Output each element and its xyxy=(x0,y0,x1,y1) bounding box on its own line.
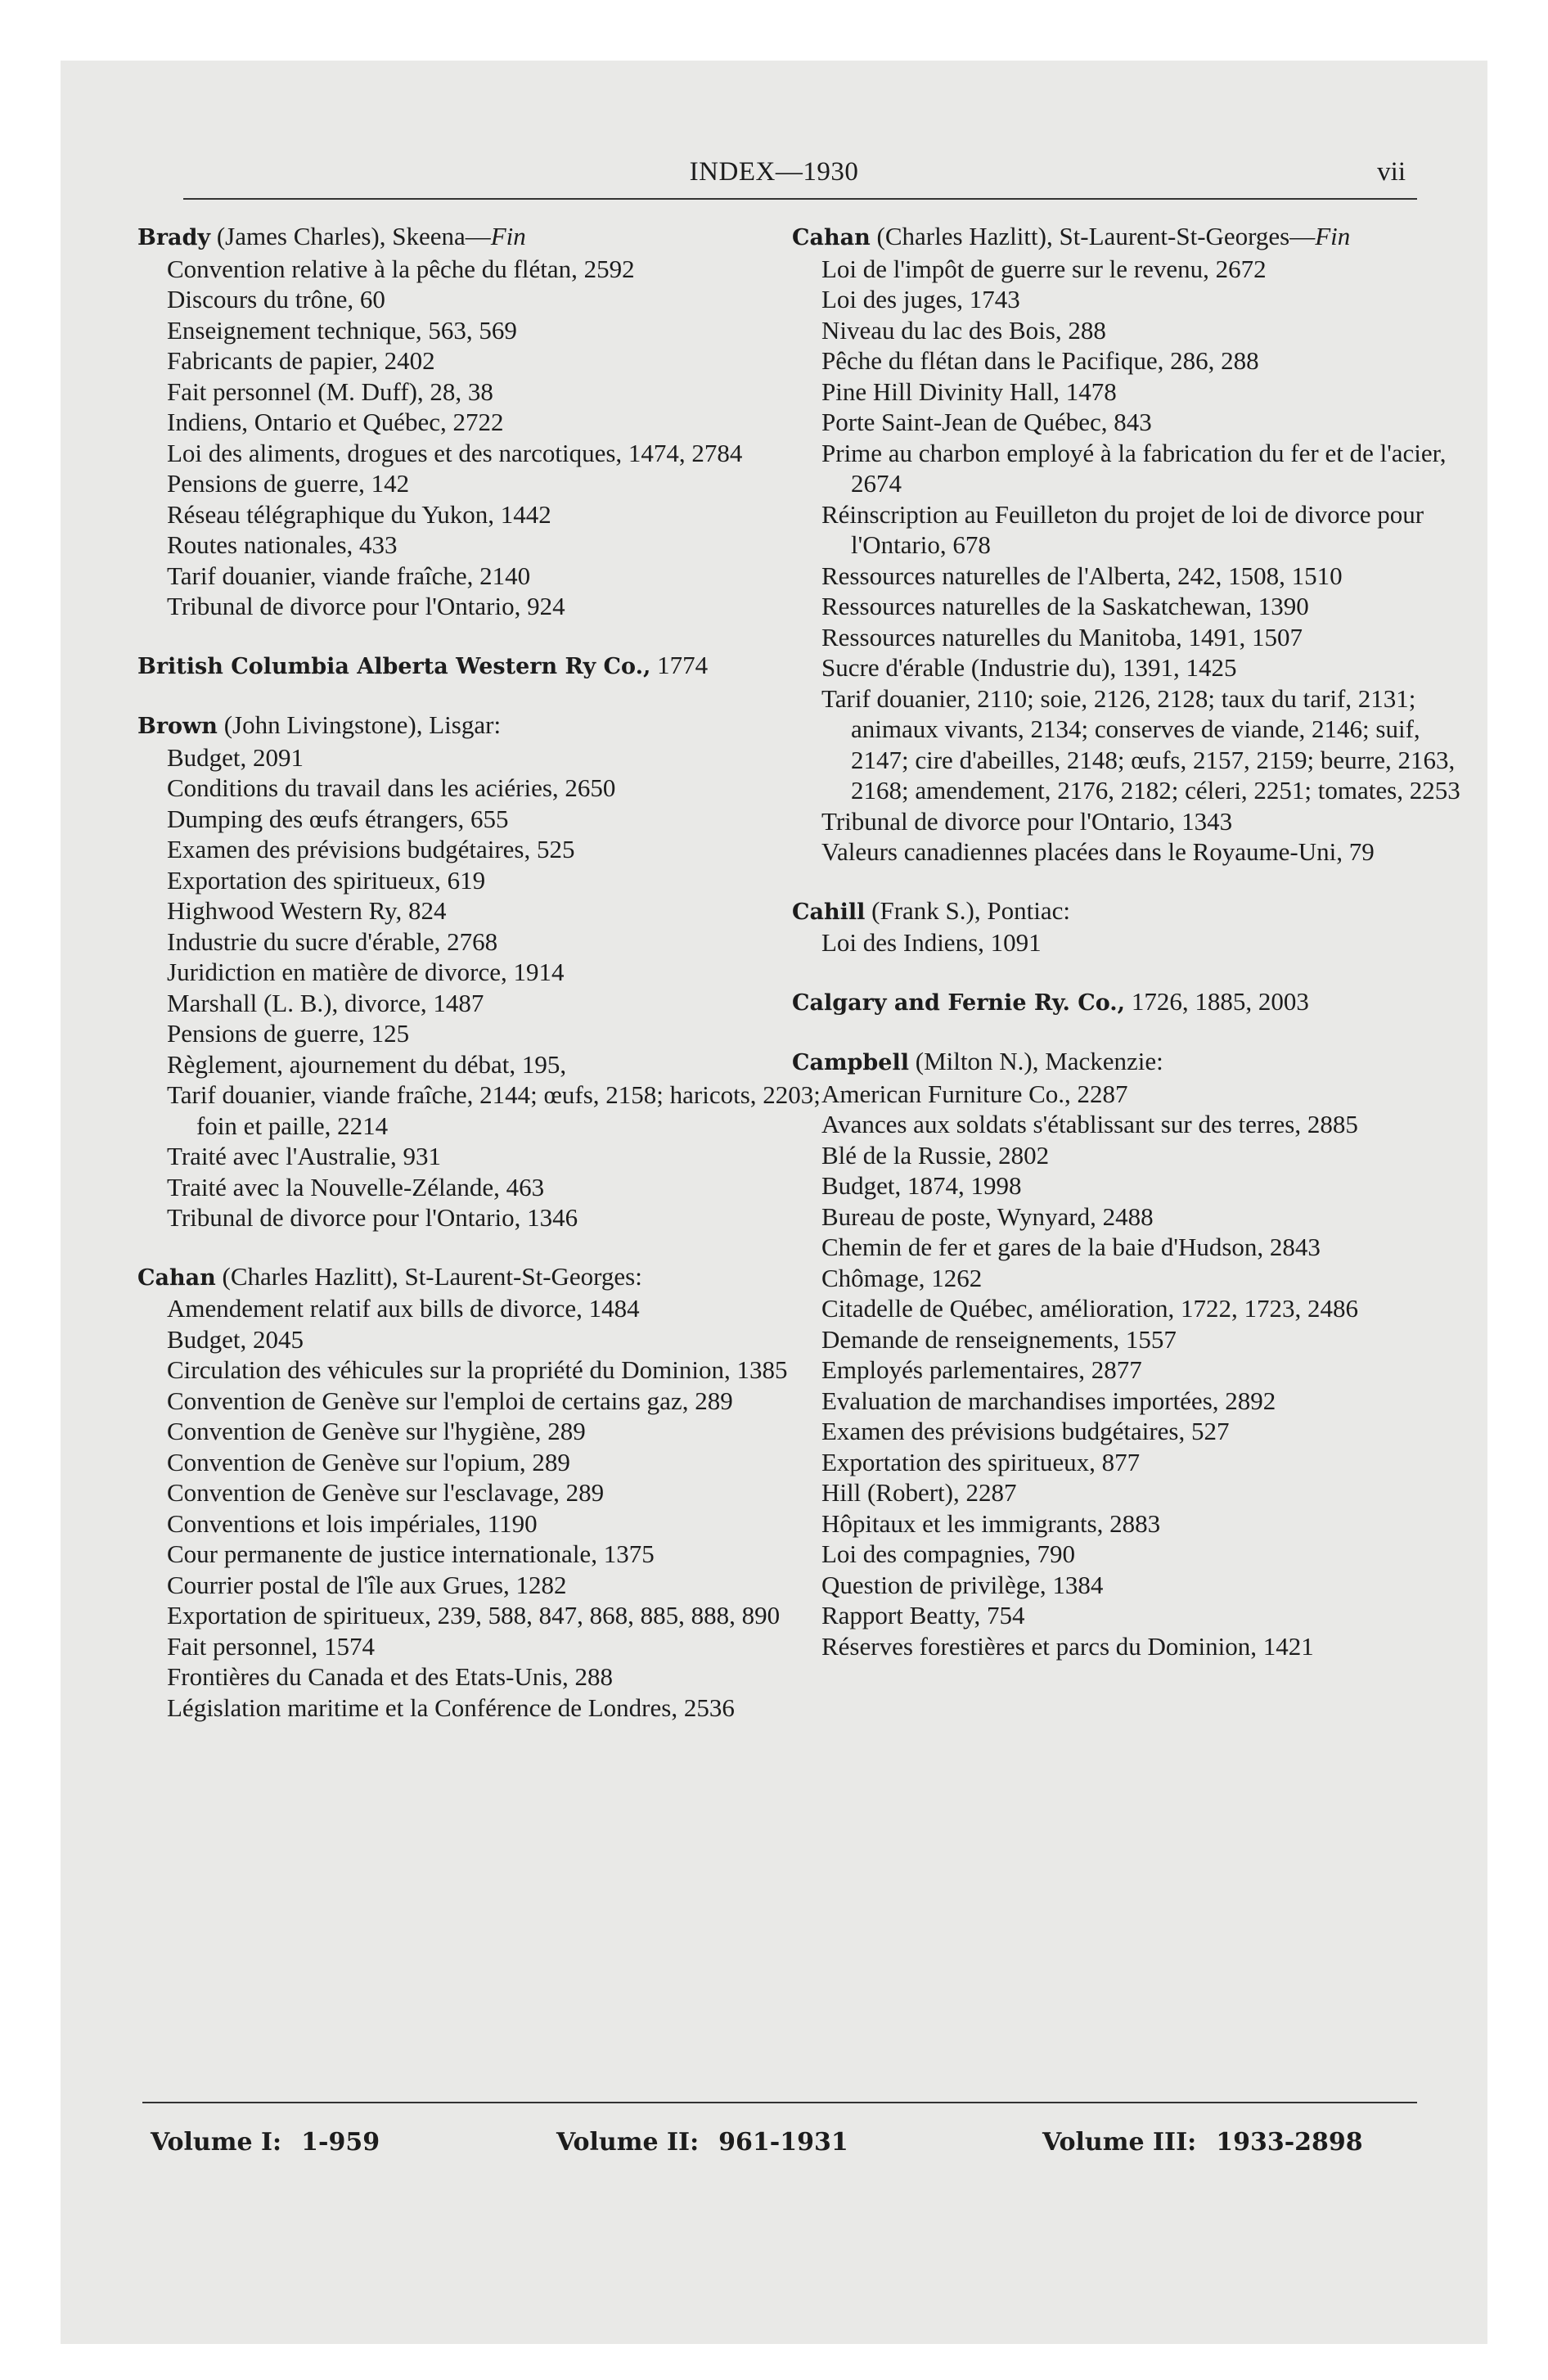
volume-2-range xyxy=(556,2128,848,2157)
index-entry xyxy=(137,710,823,1233)
sub-entry: Demande de renseignements, 1557 xyxy=(821,1324,1177,1354)
index-page xyxy=(61,61,1487,2344)
sub-entry: Avances aux soldats s'établissant sur des terres, 2885 xyxy=(821,1110,1358,1138)
sub-entry: Sucre d'érable (Industrie du), 1391, 1425 xyxy=(821,653,1237,682)
sub-entry: Question de privilège, 1384 xyxy=(821,1570,1104,1599)
sub-entry: Enseignement technique, 563, 569 xyxy=(167,315,517,345)
sub-entry: Budget, 1874, 1998 xyxy=(821,1171,1022,1200)
entry-name: Cahill xyxy=(792,899,866,925)
sub-entry: Examen des prévisions budgétaires, 527 xyxy=(821,1417,1230,1445)
sub-entry: Chômage, 1262 xyxy=(821,1263,983,1292)
sub-entry: Valeurs canadiennes placées dans le Royaume-Uni, 79 xyxy=(821,837,1375,866)
entry-detail: (Charles Hazlitt), St-Laurent-St-Georges: xyxy=(215,1261,642,1291)
sub-entry: Réinscription au Feuilleton du projet de loi de divorce pour l'Ontario, 678 xyxy=(821,499,1424,559)
entry-heading xyxy=(792,1046,1463,1079)
index-column-left xyxy=(137,221,823,1751)
index-column-right xyxy=(792,221,1463,1689)
sub-entry: Tarif douanier, 2110; soie, 2126, 2128; taux du tarif, 2131; animaux vivants, 2134; conserves de viande, 2146; suif, 2147; cire d'abeilles, 2148; œufs, 2157, 2159; beurre, 2163, 2168; amendement, 2176, 2182; céleri, 2251; tomates, 2253 xyxy=(821,683,1460,805)
sub-entry: Ressources naturelles de la Saskatchewan, 1390 xyxy=(821,592,1309,620)
sub-entry: Porte Saint-Jean de Québec, 843 xyxy=(821,408,1152,436)
entry-name: Calgary and Fernie Ry. Co., xyxy=(792,989,1126,1016)
entry-name: Campbell xyxy=(792,1050,910,1075)
index-entry xyxy=(137,221,823,622)
volume-3-range xyxy=(1042,2128,1363,2157)
sub-entry: Chemin de fer et gares de la baie d'Hudson, 2843 xyxy=(821,1233,1321,1261)
entry-detail: (Charles Hazlitt), St-Laurent-St-Georges— xyxy=(870,222,1316,250)
sub-entry: Pensions de guerre, 125 xyxy=(167,1019,410,1048)
sub-entry: Routes nationales, 433 xyxy=(167,530,398,559)
entry-heading xyxy=(137,710,823,742)
sub-entry: Traité avec l'Australie, 931 xyxy=(167,1142,442,1170)
entry-continuation: Fin xyxy=(490,222,526,250)
entry-detail: (Milton N.), Mackenzie: xyxy=(909,1047,1163,1075)
volume-label: Volume III: xyxy=(1042,2128,1197,2157)
sub-entry: Conditions du travail dans les aciéries, 2650 xyxy=(167,773,616,802)
entry-name: Brown xyxy=(137,714,218,739)
sub-entry: Amendement relatif aux bills de divorce, 1484 xyxy=(167,1294,640,1323)
volume-page-range: 961-1931 xyxy=(718,2128,848,2157)
sub-entry: Pine Hill Divinity Hall, 1478 xyxy=(821,376,1117,406)
entry-detail: (John Livingstone), Lisgar: xyxy=(217,710,502,739)
sub-entry: Evaluation de marchandises importées, 2892 xyxy=(821,1386,1276,1415)
index-entry xyxy=(792,1046,1463,1661)
sub-entry: Niveau du lac des Bois, 288 xyxy=(821,315,1106,345)
sub-entry: Tarif douanier, viande fraîche, 2140 xyxy=(167,561,531,590)
sub-entry: Frontières du Canada et des Etats-Unis, 288 xyxy=(167,1662,613,1691)
volume-label: Volume II: xyxy=(556,2128,700,2157)
sub-entry: Circulation des véhicules sur la propriété du Dominion, 1385 xyxy=(167,1355,788,1384)
entry-name: Cahan xyxy=(792,225,871,250)
sub-entry: Convention de Genève sur l'emploi de certains gaz, 289 xyxy=(167,1386,733,1415)
volume-page-range: 1-959 xyxy=(301,2128,380,2157)
sub-entry: Hôpitaux et les immigrants, 2883 xyxy=(821,1508,1161,1538)
sub-entry: Convention relative à la pêche du flétan, 2592 xyxy=(167,254,635,283)
entry-name: Cahan xyxy=(137,1264,216,1291)
page-number: vii xyxy=(1377,157,1406,187)
volume-page-range: 1933-2898 xyxy=(1216,2128,1363,2157)
volume-1-range xyxy=(151,2128,380,2157)
header-rule xyxy=(183,198,1417,200)
entry-heading xyxy=(792,221,1463,254)
sub-entry: Indiens, Ontario et Québec, 2722 xyxy=(167,408,504,436)
sub-entry: Examen des prévisions budgétaires, 525 xyxy=(167,835,575,863)
sub-entry: Loi des compagnies, 790 xyxy=(821,1539,1075,1568)
entry-heading xyxy=(792,986,1463,1019)
entry-heading xyxy=(137,1261,823,1294)
sub-entry: Cour permanente de justice internationale, 1375 xyxy=(167,1539,655,1568)
sub-entry: Rapport Beatty, 754 xyxy=(821,1601,1025,1629)
sub-entry: Traité avec la Nouvelle-Zélande, 463 xyxy=(167,1172,545,1201)
sub-entry: Loi de l'impôt de guerre sur le revenu, 2672 xyxy=(821,254,1267,283)
sub-entry: Exportation des spiritueux, 877 xyxy=(821,1447,1141,1476)
index-entry xyxy=(137,1261,823,1724)
sub-entry: Loi des Indiens, 1091 xyxy=(821,928,1042,957)
sub-entry: Fait personnel (M. Duff), 28, 38 xyxy=(167,376,493,406)
entry-heading xyxy=(137,221,823,254)
sub-entry: Ressources naturelles du Manitoba, 1491, 1507 xyxy=(821,622,1303,651)
sub-entry: Juridiction en matière de divorce, 1914 xyxy=(167,958,565,986)
volume-label: Volume I: xyxy=(151,2128,282,2157)
entry-name: British Columbia Alberta Western Ry Co., xyxy=(137,653,651,679)
sub-entry: Réserves forestières et parcs du Dominion, 1421 xyxy=(821,1631,1314,1661)
entry-detail: 1726, 1885, 2003 xyxy=(1125,986,1309,1016)
entry-detail: 1774 xyxy=(650,650,709,679)
index-entry xyxy=(792,895,1463,958)
sub-entry: Convention de Genève sur l'hygiène, 289 xyxy=(167,1417,586,1445)
sub-entry: Budget, 2091 xyxy=(167,742,304,772)
entry-detail: (James Charles), Skeena— xyxy=(210,222,491,250)
entry-name: Brady xyxy=(137,225,211,250)
sub-entry: Règlement, ajournement du débat, 195, xyxy=(167,1049,567,1079)
sub-entry: Prime au charbon employé à la fabrication du fer et de l'acier, 2674 xyxy=(821,438,1447,498)
sub-entry: Loi des aliments, drogues et des narcotiques, 1474, 2784 xyxy=(167,438,743,467)
sub-entry: Employés parlementaires, 2877 xyxy=(821,1355,1142,1384)
volume-footer xyxy=(151,2128,1417,2169)
entry-heading xyxy=(137,650,823,683)
entry-heading xyxy=(792,895,1463,928)
index-entry xyxy=(137,650,823,683)
sub-entry: Exportation de spiritueux, 239, 588, 847, 868, 885, 888, 890 xyxy=(167,1601,781,1629)
sub-entry: Budget, 2045 xyxy=(167,1324,304,1354)
sub-entry: Exportation des spiritueux, 619 xyxy=(167,865,486,895)
sub-entry: Pêche du flétan dans le Pacifique, 286, 288 xyxy=(821,346,1259,375)
sub-entry: Highwood Western Ry, 824 xyxy=(167,896,447,925)
sub-entry: Bureau de poste, Wynyard, 2488 xyxy=(821,1201,1154,1231)
sub-entry: Fabricants de papier, 2402 xyxy=(167,346,435,375)
page-title: INDEX—1930 xyxy=(689,157,859,187)
sub-entry: Citadelle de Québec, amélioration, 1722, 1723, 2486 xyxy=(821,1294,1358,1323)
sub-entry: Dumping des œufs étrangers, 655 xyxy=(167,804,509,833)
sub-entry: Législation maritime et la Conférence de Londres, 2536 xyxy=(167,1693,735,1722)
footer-rule xyxy=(142,2102,1417,2103)
sub-entry: Courrier postal de l'île aux Grues, 1282 xyxy=(167,1570,567,1599)
sub-entry: Réseau télégraphique du Yukon, 1442 xyxy=(167,499,551,529)
sub-entry: Tribunal de divorce pour l'Ontario, 1343 xyxy=(821,806,1233,836)
sub-entry: Ressources naturelles de l'Alberta, 242, 1508, 1510 xyxy=(821,561,1343,590)
sub-entry: Tribunal de divorce pour l'Ontario, 1346 xyxy=(167,1203,578,1232)
sub-entry: Conventions et lois impériales, 1190 xyxy=(167,1508,538,1538)
sub-entry: Convention de Genève sur l'opium, 289 xyxy=(167,1447,570,1476)
sub-entry: Blé de la Russie, 2802 xyxy=(821,1140,1050,1170)
sub-entry: Pensions de guerre, 142 xyxy=(167,469,410,498)
sub-entry: American Furniture Co., 2287 xyxy=(821,1079,1128,1108)
index-entry xyxy=(792,986,1463,1019)
sub-entry: Industrie du sucre d'érable, 2768 xyxy=(167,926,498,956)
entry-detail: (Frank S.), Pontiac: xyxy=(865,895,1070,925)
sub-entry: Tribunal de divorce pour l'Ontario, 924 xyxy=(167,592,565,620)
sub-entry: Hill (Robert), 2287 xyxy=(821,1478,1017,1507)
sub-entry: Convention de Genève sur l'esclavage, 289 xyxy=(167,1478,605,1507)
entry-continuation: Fin xyxy=(1315,222,1351,250)
sub-entry: Loi des juges, 1743 xyxy=(821,285,1020,313)
index-entry xyxy=(792,221,1463,868)
sub-entry: Marshall (L. B.), divorce, 1487 xyxy=(167,988,484,1017)
page-header xyxy=(61,157,1487,198)
sub-entry: Fait personnel, 1574 xyxy=(167,1631,375,1661)
sub-entry: Discours du trône, 60 xyxy=(167,285,385,313)
sub-entry: Tarif douanier, viande fraîche, 2144; œufs, 2158; haricots, 2203; foin et paille, 2214 xyxy=(167,1080,821,1140)
